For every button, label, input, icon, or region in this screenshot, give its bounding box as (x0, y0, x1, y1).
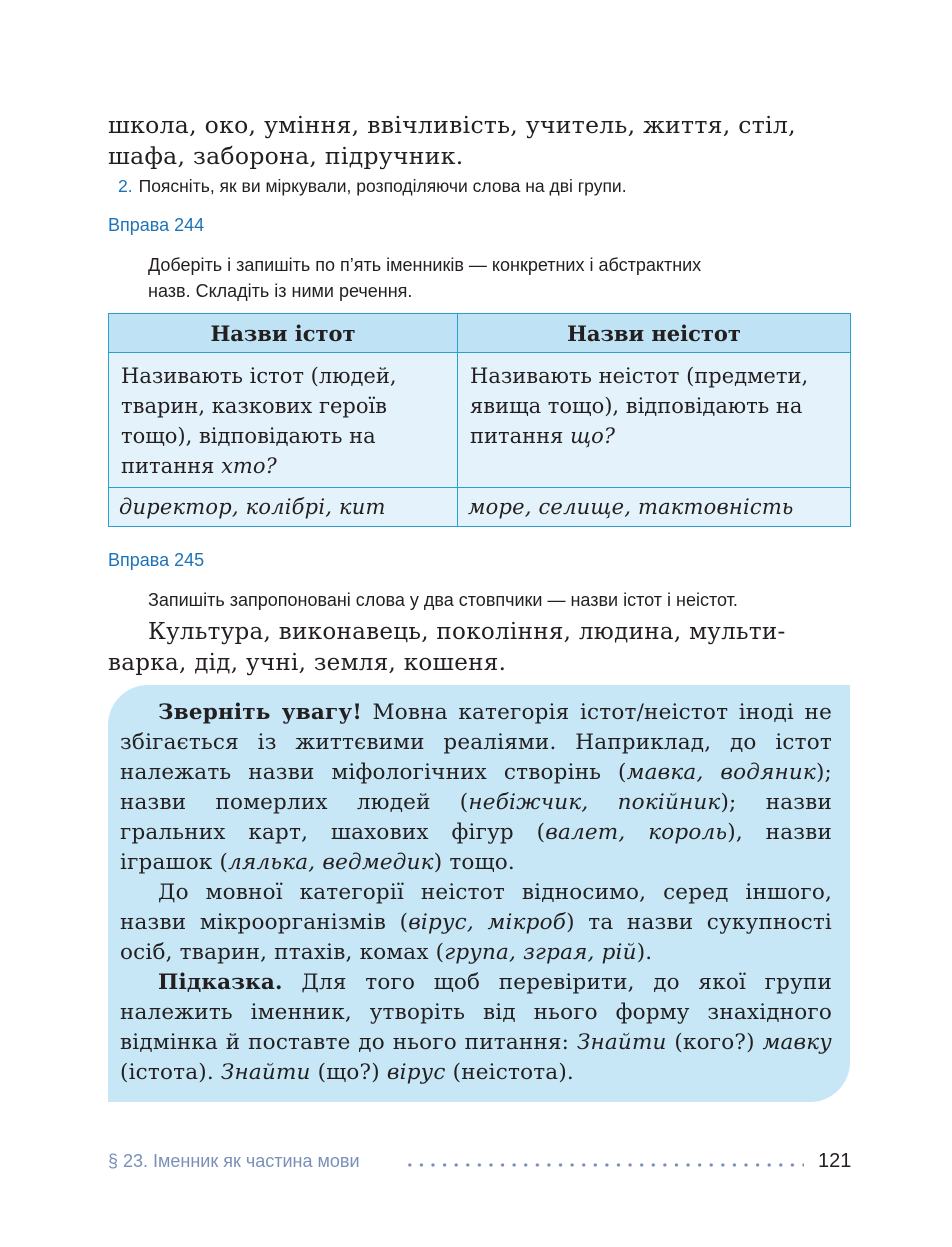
header-living: Назви істот (109, 314, 458, 353)
exercise-245-title: Вправа 245 (108, 550, 205, 570)
note-span: Для того щоб перевірити, до якої групи належить іменник, утворіть від нього форму знахідного відмінка й поставте до нього питання: (120, 970, 832, 1055)
note-span: (істота). (120, 1060, 221, 1085)
hint-heading: Підказка. (158, 970, 283, 995)
exercise-244-instruction (148, 252, 851, 304)
question-word: хто? (221, 454, 277, 478)
word-list-line: шафа, заборона, підручник. (108, 142, 464, 170)
task-number: 2. (118, 176, 133, 196)
definition-nonliving (458, 353, 851, 488)
note-span: ) та назви сукупності осіб, тварин, птахів, комах ( (120, 910, 833, 965)
examples-living: директор, колібрі, кит (109, 488, 458, 527)
word-list-line: школа, око, уміння, ввічливість, учитель, життя, стіл, (108, 111, 796, 139)
task-2 (118, 174, 858, 198)
note-example: Знайти (220, 1060, 311, 1085)
table-row-examples (109, 488, 851, 527)
note-example: вірус, мікроб (408, 910, 567, 935)
page-number: 121 (818, 1150, 852, 1172)
note-span: (неістота). (445, 1060, 574, 1085)
footer-dotted-leader (404, 1163, 804, 1167)
definition-text: Називають неістот (предмети, явища тощо), відповідають на питання (470, 364, 809, 448)
note-span: ). (636, 940, 653, 965)
task-text: Поясніть, як ви міркували, розподіляючи слова на дві групи. (138, 176, 627, 196)
note-example: Знайти (576, 1030, 667, 1055)
note-span: ), назви іграшок ( (120, 820, 832, 875)
exercise-245-words-line: варка, дід, учні, земля, кошеня. (108, 650, 507, 676)
table-row-definitions (109, 353, 851, 488)
note-example: лялька, ведмедик (228, 850, 434, 875)
instruction-line: назв. Складіть із ними речення. (148, 281, 413, 301)
note-paragraph (120, 698, 832, 878)
note-span: До мовної категорії неістот відносимо, серед іншого, назви мікроорганізмів ( (120, 880, 832, 935)
note-span: ) тощо. (433, 850, 515, 875)
definition-living (109, 353, 458, 488)
table-header-row (109, 314, 851, 353)
note-span: ); назви гральних карт, шахових фігур ( (120, 790, 833, 845)
note-span: Мовна категорія істот/неістот іноді не збігається із життєвими реаліями. Наприклад, до істот належать назви міфологічних створінь ( (120, 700, 832, 785)
note-example: мавку (762, 1030, 832, 1055)
exercise-244-title: Вправа 244 (108, 215, 205, 235)
note-paragraph (120, 968, 832, 1088)
note-text (120, 698, 832, 1088)
note-example: небіжчик, покійник (468, 790, 721, 815)
note-paragraph (120, 878, 832, 968)
word-list (108, 110, 850, 172)
examples-nonliving: море, селище, тактовність (458, 488, 851, 527)
note-example: валет, король (545, 820, 728, 845)
instruction-line: Доберіть і запишіть по п’ять іменників — конкретних і абстрактних (148, 255, 702, 275)
note-heading: Зверніть увагу! (158, 700, 362, 725)
living-nonliving-table (108, 313, 851, 527)
note-span: (що?) (310, 1060, 387, 1085)
question-word: що? (570, 424, 615, 448)
note-box (108, 685, 850, 1102)
note-example: вірус (386, 1060, 446, 1085)
definition-text: Називають істот (людей, тварин, казкових героїв тощо), відповідають на питання (121, 364, 397, 478)
footer-section-title: § 23. Іменник як частина мови (108, 1151, 360, 1171)
exercise-245-words-line: Культура, виконавець, покоління, людина, мульти- (148, 619, 786, 645)
header-nonliving: Назви неістот (458, 314, 851, 353)
note-example: мавка, водяник (626, 760, 816, 785)
note-example: група, зграя, рій (444, 940, 637, 965)
note-span: (кого?) (666, 1030, 763, 1055)
note-span: ); назви померлих людей ( (120, 760, 832, 815)
exercise-245-instruction: Запишіть запропоновані слова у два стовпчики — назви істот і неістот. (148, 590, 738, 610)
